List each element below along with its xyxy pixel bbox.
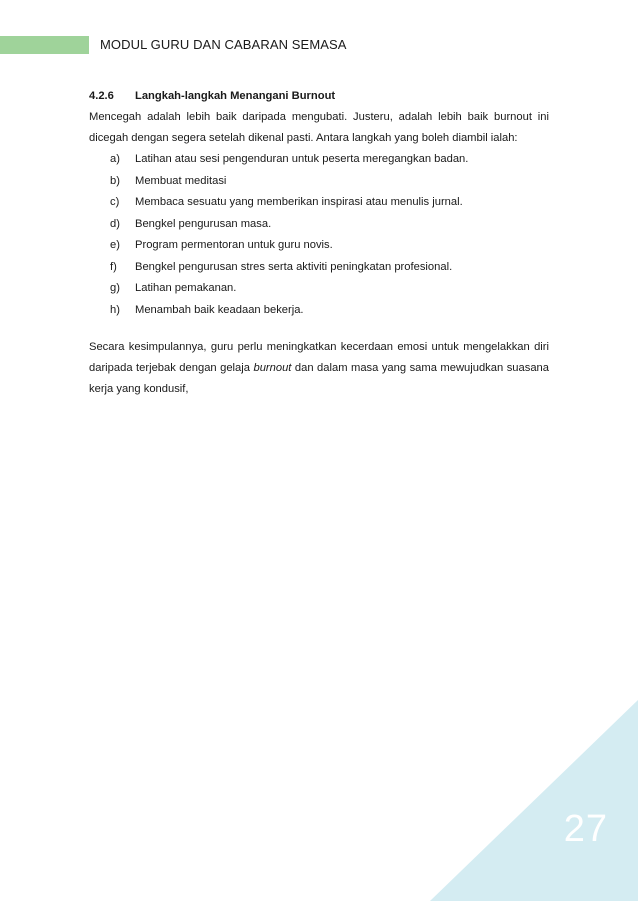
list-marker: e) (110, 239, 120, 251)
conclusion-emphasis: burnout (253, 362, 292, 374)
list-item-text: Latihan atau sesi pengenduran untuk peserta meregangkan badan. (135, 153, 469, 165)
list-item-text: Program permentoran untuk guru novis. (135, 239, 333, 251)
header-title: MODUL GURU DAN CABARAN SEMASA (100, 37, 347, 52)
intro-paragraph: Mencegah adalah lebih baik daripada mengubati. Justeru, adalah lebih baik burnout ini dicegah dengan segera setelah dikenal pasti. Antara langkah yang boleh diambil ialah: (89, 111, 549, 144)
list-item-text: Menambah baik keadaan bekerja. (135, 303, 304, 316)
list-marker: c) (110, 196, 120, 208)
list-marker: h) (110, 303, 120, 316)
list-item-text: Latihan pemakanan. (135, 282, 237, 294)
conclusion-text-end: dan dalam masa yang sama mewujudkan suasana kerja yang kondusif, (89, 362, 550, 395)
section-title: Langkah-langkah Menangani Burnout (135, 90, 336, 102)
list-marker: d) (110, 217, 120, 230)
list-marker: a) (110, 153, 120, 165)
list-marker: f) (110, 260, 117, 273)
page-number: 27 (563, 808, 608, 850)
corner-triangle-shape (430, 700, 638, 901)
section-number: 4.2.6 (89, 90, 114, 102)
list-marker: g) (110, 282, 120, 294)
list-item-text: Bengkel pengurusan masa. (135, 217, 272, 230)
conclusion-text-start: Secara kesimpulannya, guru perlu meningkatkan kecerdaan emosi untuk mengelakkan diri daripada terjebak dengan gelaja (89, 341, 549, 374)
list-item-text: Membaca sesuatu yang memberikan inspirasi atau menulis jurnal. (135, 196, 463, 208)
list-item-text: Membuat meditasi (135, 174, 227, 187)
list-item-text: Bengkel pengurusan stres serta aktiviti peningkatan profesional. (135, 260, 453, 273)
list-marker: b) (110, 174, 120, 187)
